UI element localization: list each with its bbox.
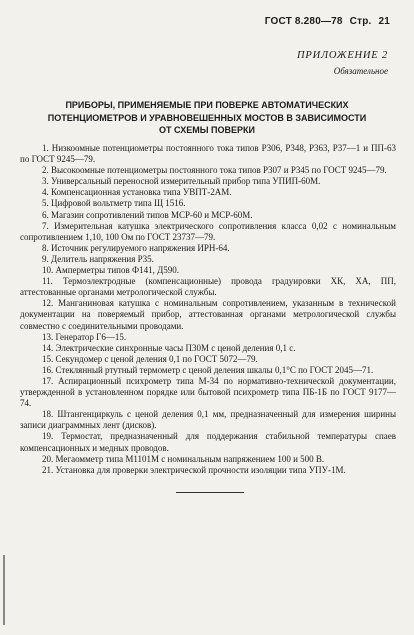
page-header — [261, 16, 390, 27]
list-item: 11. Термоэлектродные (компенсационные) провода градуировки ХК, ХА, ПП, аттестованные органами метрологической службы. — [20, 276, 396, 298]
list-item: 15. Секундомер с ценой деления 0,1 по ГОСТ 5072—79. — [42, 353, 258, 364]
list-item: 4. Компенсационная установка типа УВПТ-2АМ. — [42, 187, 232, 198]
section-title — [20, 99, 394, 137]
appendix-label: ПРИЛОЖЕНИЕ 2 — [297, 50, 388, 61]
list-item: 3. Универсальный переносной измерительный прибор типа УПИП-60М. — [42, 176, 321, 187]
list-item: 9. Делитель напряжения Р35. — [42, 253, 154, 264]
list-item: 10. Амперметры типов Ф141, Д590. — [42, 265, 179, 276]
list-item: 2. Высокоомные потенциометры постоянного тока типов Р307 и Р345 по ГОСТ 9245—79. — [42, 165, 387, 176]
list-item: 1. Низкоомные потенциометры постоянного тока типов Р306, Р348, Р363, Р37—1 и ПП-63 по ГОСТ 9245—79. — [20, 143, 396, 165]
title-line-1: ПРИБОРЫ, ПРИМЕНЯЕМЫЕ ПРИ ПОВЕРКЕ АВТОМАТИЧЕСКИХ — [65, 100, 349, 110]
list-item: 14. Электрические синхронные часы П30М с ценой деления 0,1 с. — [42, 342, 296, 353]
list-item: 21. Установка для проверки электрической прочности изоляции типа УПУ-1М. — [42, 464, 346, 475]
list-item: 20. Мегаомметр типа М1101М с номинальным напряжением 100 и 500 В. — [42, 453, 325, 464]
list-item: 19. Термостат, предназначенный для поддержания стабильной температуры спаев компенсационных и медных проводов. — [20, 431, 396, 453]
list-item: 6. Магазин сопротивлений типов МСР-60 и МСР-60М. — [42, 209, 253, 220]
standard-number: ГОСТ 8.280—78 — [264, 16, 343, 27]
list-item: 16. Стеклянный ртутный термометр с ценой деления шкалы 0,1°С по ГОСТ 2045—71. — [42, 364, 374, 375]
page-label: Стр. — [349, 16, 372, 27]
list-item: 7. Измерительная катушка электрического сопротивления класса 0,02 с номинальным сопротивлением 1,10, 100 Ом по ГОСТ 23737—79. — [20, 220, 396, 242]
list-item: 17. Аспирационный психрометр типа М-34 по нормативно-технической документации, утвержденной в установленном порядке или бытовой психрометр типа ПБ-1Б по ГОСТ 9177—74. — [20, 375, 396, 409]
title-line-3: ОТ СХЕМЫ ПОВЕРКИ — [159, 125, 255, 135]
list-item: 8. Источник регулируемого напряжения ИРН-64. — [42, 242, 230, 253]
list-item: 18. Штангенциркуль с ценой деления 0,1 мм, предназначенный для измерения ширины записи диаграммных лент (дисков). — [20, 409, 396, 431]
page-number: 21 — [378, 16, 390, 27]
list-item: 12. Манганиновая катушка с номинальным сопротивлением, указанным в технической документации на поверяемый прибор, аттестованная органами метрологической службы совместно с соединительными проводами. — [20, 298, 396, 331]
title-line-2: ПОТЕНЦИОМЕТРОВ И УРАВНОВЕШЕННЫХ МОСТОВ В ЗАВИСИМОСТИ — [47, 112, 367, 123]
scan-edge — [3, 555, 5, 625]
end-rule — [176, 492, 244, 493]
list-item: 13. Генератор Г6—15. — [42, 331, 127, 342]
list-item: 5. Цифровой вольтметр типа Щ 1516. — [42, 198, 186, 209]
appendix-status: Обязательное — [333, 66, 388, 76]
instrument-list — [20, 143, 396, 476]
